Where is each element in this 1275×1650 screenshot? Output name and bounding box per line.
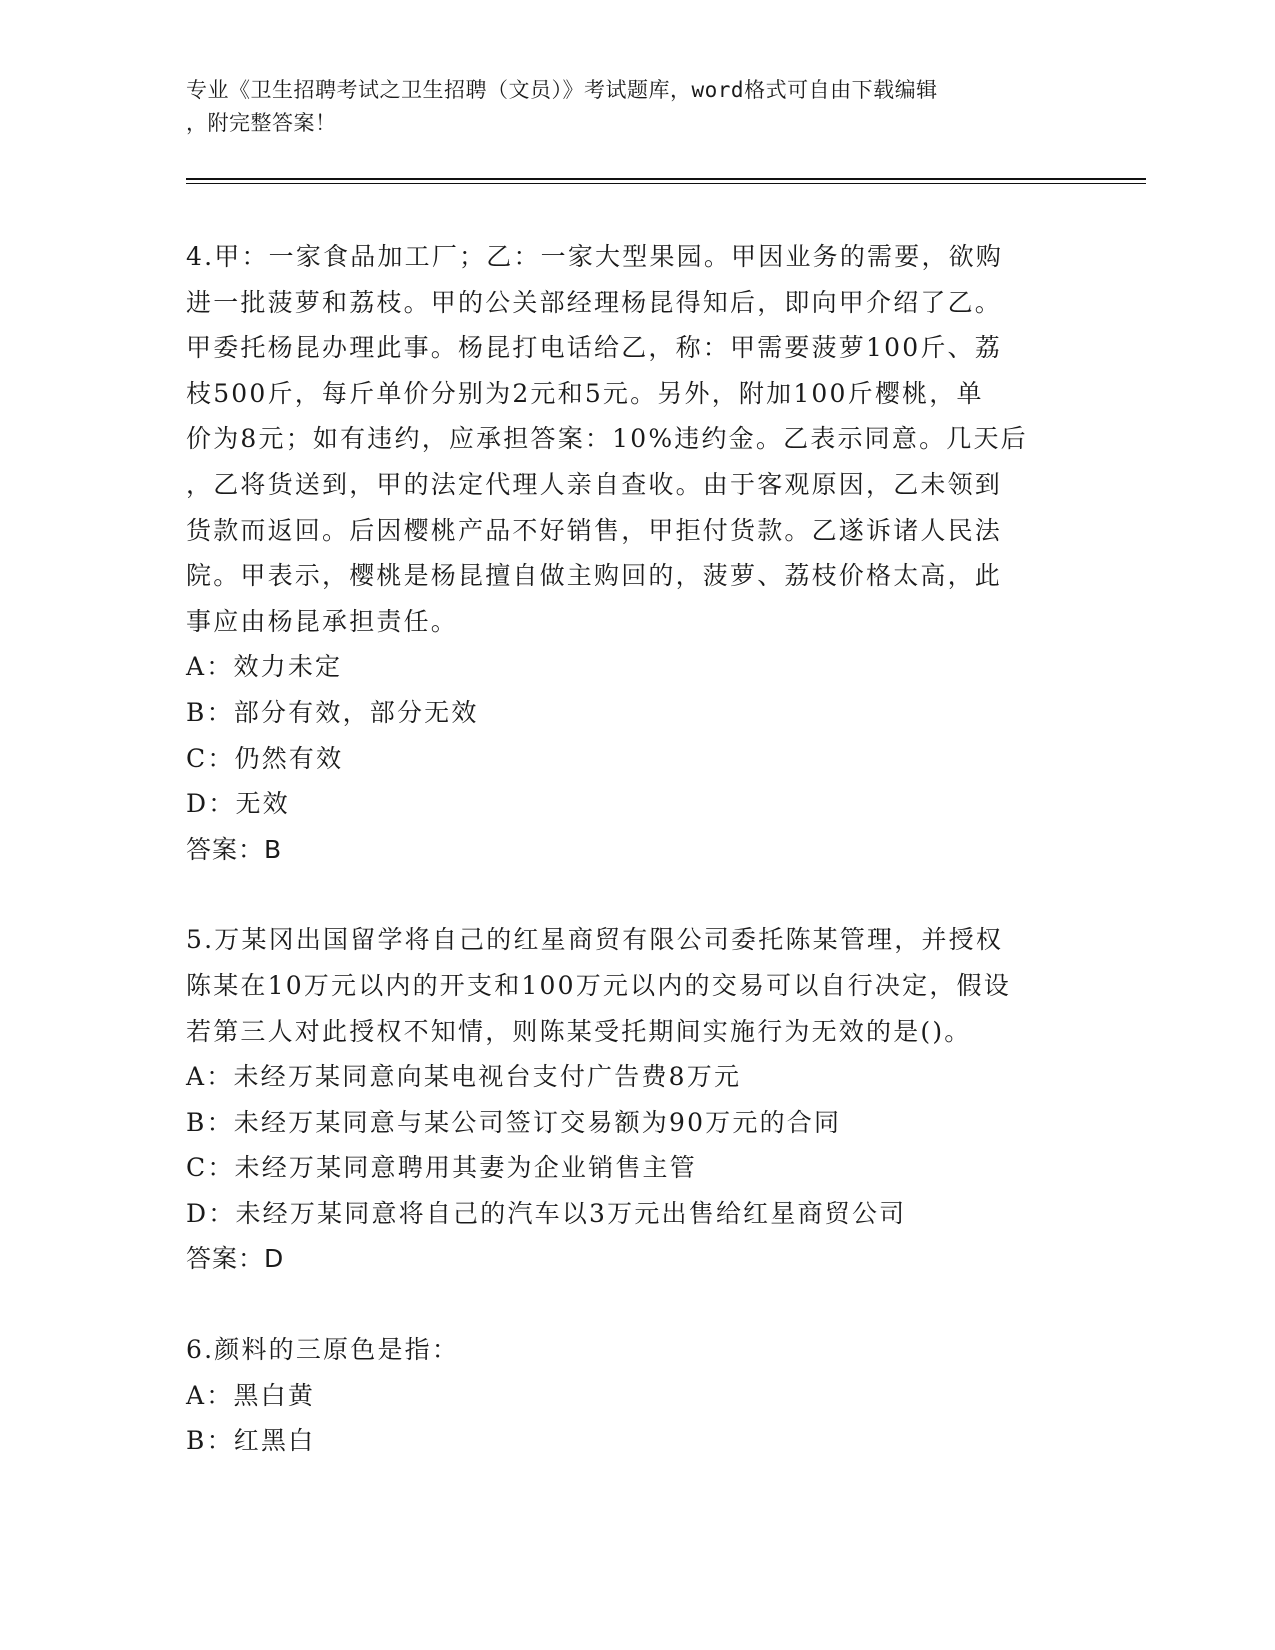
document-header [186, 74, 1066, 140]
question-4 [186, 234, 1066, 872]
option-a: A：未经万某同意向某电视台支付广告费8万元 [186, 1062, 742, 1092]
question-text-line: 甲委托杨昆办理此事。杨昆打电话给乙，称：甲需要菠萝100斤、荔 [186, 333, 1002, 363]
question-text-line: 事应由杨昆承担责任。 [186, 606, 459, 636]
question-list [186, 234, 1066, 1464]
question-text-line: 5.万某冈出国留学将自己的红星商贸有限公司委托陈某管理，并授权 [186, 925, 1004, 955]
question-spacer [186, 872, 1066, 917]
header-divider-thin [186, 183, 1146, 184]
answer-line: 答案：B [186, 834, 283, 864]
question-text-line: 若第三人对此授权不知情，则陈某受托期间实施行为无效的是()。 [186, 1016, 972, 1046]
question-6 [186, 1327, 1066, 1464]
question-text-line: 院。甲表示，樱桃是杨昆擅自做主购回的，菠萝、荔枝价格太高，此 [186, 561, 1003, 591]
option-d: D：无效 [186, 789, 290, 819]
option-a: A：黑白黄 [186, 1380, 316, 1410]
option-d: D：未经万某同意将自己的汽车以3万元出售给红星商贸公司 [186, 1198, 907, 1228]
question-spacer [186, 1282, 1066, 1327]
header-line-1: 专业《卫生招聘考试之卫生招聘（文员）》考试题库，word格式可自由下载编辑 [186, 78, 938, 102]
option-b: B：红黑白 [186, 1426, 316, 1456]
option-c: C：未经万某同意聘用其妻为企业销售主管 [186, 1153, 697, 1183]
answer-line: 答案：D [186, 1244, 285, 1274]
option-b: B：部分有效，部分无效 [186, 697, 479, 727]
question-text-line: 陈某在10万元以内的开支和100万元以内的交易可以自行决定，假设 [186, 970, 1011, 1000]
question-5 [186, 917, 1066, 1282]
question-text-line: ，乙将货送到，甲的法定代理人亲自查收。由于客观原因，乙未领到 [186, 469, 1003, 499]
header-line-2: ，附完整答案！ [186, 111, 337, 135]
question-text-line: 6.颜料的三原色是指： [186, 1335, 460, 1365]
option-b: B：未经万某同意与某公司签订交易额为90万元的合同 [186, 1107, 842, 1137]
question-text-line: 进一批菠萝和荔枝。甲的公关部经理杨昆得知后，即向甲介绍了乙。 [186, 287, 1003, 317]
option-c: C：仍然有效 [186, 743, 344, 773]
question-text-line: 价为8元；如有违约，应承担答案：10%违约金。乙表示同意。几天后 [186, 424, 1028, 454]
question-text-line: 货款而返回。后因樱桃产品不好销售，甲拒付货款。乙遂诉诸人民法 [186, 515, 1003, 545]
option-a: A：效力未定 [186, 652, 343, 682]
question-text-line: 枝500斤，每斤单价分别为2元和5元。另外，附加100斤樱桃，单 [186, 378, 984, 408]
header-divider-thick [186, 178, 1146, 180]
question-text-line: 4.甲：一家食品加工厂；乙：一家大型果园。甲因业务的需要，欲购 [186, 242, 1004, 271]
